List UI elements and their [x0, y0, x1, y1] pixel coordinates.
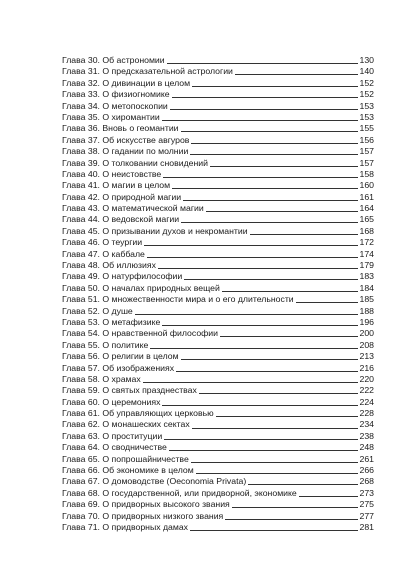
- toc-entry-leader-line: [144, 245, 357, 246]
- toc-entry-title: Глава 58. О храмах: [62, 373, 141, 384]
- toc-entry-title: Глава 36. Вновь о геомантии: [62, 123, 179, 134]
- toc-entry: [62, 317, 374, 328]
- toc-entry-page-number: 164: [359, 203, 374, 214]
- toc-entry-page-number: 155: [359, 123, 374, 134]
- toc-entry-page-number: 152: [359, 77, 374, 88]
- toc-entry-title: Глава 61. Об управляющих церковью: [62, 408, 214, 419]
- toc-entry-title: Глава 35. О хиромантии: [62, 111, 160, 122]
- toc-entry: [62, 66, 374, 77]
- toc-entry-leader-line: [196, 473, 358, 474]
- toc-entry-page-number: 213: [359, 351, 374, 362]
- toc-entry-title: Глава 67. О домоводстве (Oeconomia Privata): [62, 476, 247, 487]
- toc-entry: [62, 488, 374, 499]
- toc-entry-page-number: 281: [359, 522, 374, 532]
- toc-entry: [62, 237, 374, 248]
- toc-entry-title: Глава 54. О нравственной философии: [62, 328, 219, 339]
- toc-entry-leader-line: [162, 120, 358, 121]
- toc-entry-page-number: 185: [359, 294, 374, 305]
- toc-entry-leader-line: [181, 359, 358, 360]
- toc-entry-leader-line: [206, 211, 358, 212]
- toc-entry-leader-line: [162, 405, 357, 406]
- toc-entry-title: Глава 30. Об астрономии: [62, 54, 165, 65]
- toc-entry: [62, 249, 374, 260]
- toc-entry-leader-line: [296, 302, 358, 303]
- toc-entry-title: Глава 46. О теургии: [62, 237, 143, 248]
- toc-entry: [62, 135, 374, 146]
- toc-entry-title: Глава 68. О государственной, или придворной, экономике: [62, 487, 297, 498]
- toc-entry-leader-line: [162, 325, 357, 326]
- toc-entry-page-number: 200: [359, 328, 374, 339]
- toc-entry-page-number: 216: [359, 362, 374, 373]
- toc-entry-title: Глава 60. О церемониях: [62, 396, 161, 407]
- toc-entry: [62, 226, 374, 237]
- toc-entry-title: Глава 48. Об иллюзиях: [62, 260, 156, 271]
- toc-entry-leader-line: [172, 97, 358, 98]
- toc-entry-title: Глава 57. Об изображениях: [62, 362, 175, 373]
- toc-entry-leader-line: [181, 131, 358, 132]
- toc-entry-leader-line: [172, 188, 357, 189]
- toc-entry-title: Глава 59. О святых празднествах: [62, 385, 197, 396]
- toc-entry-leader-line: [191, 143, 357, 144]
- toc-entry-page-number: 220: [359, 373, 374, 384]
- toc-entry-page-number: 188: [359, 305, 374, 316]
- toc-entry-page-number: 157: [359, 146, 374, 157]
- toc-entry-page-number: 152: [359, 89, 374, 100]
- toc-entry-leader-line: [169, 450, 358, 451]
- toc-entry-page-number: 165: [359, 214, 374, 225]
- toc-entry-page-number: 273: [359, 487, 374, 498]
- toc-entry-title: Глава 64. О сводничестве: [62, 442, 167, 453]
- toc-entry: [62, 476, 374, 487]
- toc-entry-title: Глава 47. О каббале: [62, 248, 145, 259]
- toc-entry: [62, 294, 374, 305]
- toc-entry-leader-line: [190, 530, 357, 531]
- toc-entry-title: Глава 40. О неистовстве: [62, 168, 162, 179]
- toc-entry-title: Глава 32. О дивинации в целом: [62, 77, 191, 88]
- toc-entry-title: Глава 51. О множественности мира и о его длительности: [62, 294, 294, 305]
- toc-entry-page-number: 196: [359, 316, 374, 327]
- toc-entry-leader-line: [164, 439, 357, 440]
- toc-entry-leader-line: [163, 177, 357, 178]
- toc-entry-title: Глава 52. О душе: [62, 305, 133, 316]
- toc-entry-title: Глава 34. О метопоскопии: [62, 100, 168, 111]
- toc-entry: [62, 328, 374, 339]
- toc-entry-title: Глава 33. О физиогномике: [62, 89, 170, 100]
- toc-entry-page-number: 161: [359, 191, 374, 202]
- toc-entry-page-number: 172: [359, 237, 374, 248]
- toc-entry-title: Глава 65. О попрошайничестве: [62, 453, 189, 464]
- toc-entry-title: Глава 42. О природной магии: [62, 191, 182, 202]
- toc-entry-leader-line: [299, 496, 358, 497]
- toc-entry: [62, 511, 374, 522]
- toc-entry-leader-line: [170, 109, 358, 110]
- toc-entry: [62, 203, 374, 214]
- toc-entry-page-number: 248: [359, 442, 374, 453]
- toc-entry-page-number: 228: [359, 408, 374, 419]
- toc-entry-page-number: 268: [359, 476, 374, 487]
- toc-entry-title: Глава 49. О натурфилософии: [62, 271, 183, 282]
- toc-entry: [62, 101, 374, 112]
- toc-entry-leader-line: [184, 279, 357, 280]
- toc-entry-title: Глава 66. Об экономике в целом: [62, 465, 194, 476]
- toc-entry-leader-line: [248, 484, 357, 485]
- toc-entry-page-number: 174: [359, 248, 374, 259]
- toc-entry-leader-line: [191, 462, 358, 463]
- toc-entry-title: Глава 55. О политике: [62, 339, 149, 350]
- toc-entry-leader-line: [176, 371, 357, 372]
- toc-entry: [62, 55, 374, 66]
- toc-entry-title: Глава 45. О призывании духов и некромантии: [62, 225, 248, 236]
- toc-entry: [62, 499, 374, 510]
- toc-entry-title: Глава 50. О началах природных вещей: [62, 282, 220, 293]
- toc-entry: [62, 363, 374, 374]
- toc-entry-leader-line: [143, 382, 358, 383]
- toc-entry-leader-line: [192, 428, 358, 429]
- toc-entry-title: Глава 39. О толковании сновидений: [62, 157, 208, 168]
- toc-entry: [62, 271, 374, 282]
- toc-entry: [62, 522, 374, 533]
- toc-entry: [62, 78, 374, 89]
- toc-entry-page-number: 238: [359, 430, 374, 441]
- toc-entry-leader-line: [135, 314, 358, 315]
- toc-entry-leader-line: [250, 234, 358, 235]
- toc-entry-title: Глава 69. О придворных высокого звания: [62, 499, 230, 510]
- toc-entry-page-number: 183: [359, 271, 374, 282]
- toc-entry-page-number: 234: [359, 419, 374, 430]
- toc-entry-leader-line: [232, 507, 358, 508]
- toc-entry-leader-line: [199, 393, 358, 394]
- toc-entry: [62, 214, 374, 225]
- toc-entry-leader-line: [167, 63, 358, 64]
- toc-entry-page-number: 160: [359, 180, 374, 191]
- toc-entry-page-number: 184: [359, 282, 374, 293]
- toc-entry-title: Глава 63. О проституции: [62, 430, 163, 441]
- toc-entry: [62, 442, 374, 453]
- toc-entry-page-number: 261: [359, 453, 374, 464]
- toc-entry-page-number: 157: [359, 157, 374, 168]
- toc-entry-page-number: 266: [359, 465, 374, 476]
- toc-entry-title: Глава 70. О придворных низкого звания: [62, 510, 224, 521]
- toc-entry: [62, 192, 374, 203]
- toc-entry-title: Глава 37. Об искусстве авгуров: [62, 134, 190, 145]
- toc-entry-leader-line: [220, 336, 357, 337]
- toc-entry-leader-line: [216, 416, 358, 417]
- toc-entry-page-number: 179: [359, 260, 374, 271]
- toc-entry-title: Глава 71. О придворных дамах: [62, 522, 189, 532]
- toc-entry-leader-line: [158, 268, 358, 269]
- toc-entry: [62, 112, 374, 123]
- toc-entry: [62, 283, 374, 294]
- toc-entry-title: Глава 41. О магии в целом: [62, 180, 171, 191]
- toc-entry-title: Глава 53. О метафизике: [62, 316, 161, 327]
- toc-entry: [62, 351, 374, 362]
- toc-entry-page-number: 208: [359, 339, 374, 350]
- toc-entry-title: Глава 44. О ведовской магии: [62, 214, 180, 225]
- toc-entry: [62, 431, 374, 442]
- toc-entry-title: Глава 31. О предсказательной астрологии: [62, 66, 233, 77]
- toc-entry: [62, 89, 374, 100]
- toc-entry-leader-line: [147, 257, 358, 258]
- toc-entry-leader-line: [222, 291, 358, 292]
- toc-entry-page-number: 222: [359, 385, 374, 396]
- toc-entry-page-number: 158: [359, 168, 374, 179]
- toc-entry: [62, 465, 374, 476]
- toc-entry: [62, 146, 374, 157]
- toc-entry-leader-line: [225, 519, 357, 520]
- toc-entry-page-number: 153: [359, 100, 374, 111]
- toc-entry-page-number: 275: [359, 499, 374, 510]
- toc-entry-page-number: 156: [359, 134, 374, 145]
- toc-entry: [62, 374, 374, 385]
- toc-entry: [62, 306, 374, 317]
- toc-entry-page-number: 140: [359, 66, 374, 77]
- toc-entry: [62, 340, 374, 351]
- toc-entry: [62, 454, 374, 465]
- toc-entry-page-number: 224: [359, 396, 374, 407]
- toc-entry-leader-line: [192, 86, 357, 87]
- toc-entry: [62, 397, 374, 408]
- toc-entry: [62, 158, 374, 169]
- toc-entry-title: Глава 43. О математической магии: [62, 203, 204, 214]
- toc-entry-title: Глава 56. О религии в целом: [62, 351, 179, 362]
- toc-entry-leader-line: [183, 200, 357, 201]
- toc-entry: [62, 408, 374, 419]
- toc-entry-leader-line: [150, 348, 357, 349]
- toc-entry: [62, 169, 374, 180]
- toc-entry-title: Глава 38. О гадании по молнии: [62, 146, 189, 157]
- toc-entry-leader-line: [181, 222, 357, 223]
- toc-entry-page-number: 168: [359, 225, 374, 236]
- toc-entry-page-number: 153: [359, 111, 374, 122]
- toc-entry-leader-line: [190, 154, 357, 155]
- toc-entry-page-number: 277: [359, 510, 374, 521]
- table-of-contents: [62, 55, 374, 533]
- toc-entry-leader-line: [210, 166, 358, 167]
- toc-entry: [62, 123, 374, 134]
- toc-entry: [62, 385, 374, 396]
- toc-entry-leader-line: [235, 74, 358, 75]
- toc-entry: [62, 420, 374, 431]
- toc-entry-title: Глава 62. О монашеских сектах: [62, 419, 190, 430]
- toc-entry: [62, 260, 374, 271]
- toc-entry: [62, 180, 374, 191]
- toc-entry-page-number: 130: [359, 54, 374, 65]
